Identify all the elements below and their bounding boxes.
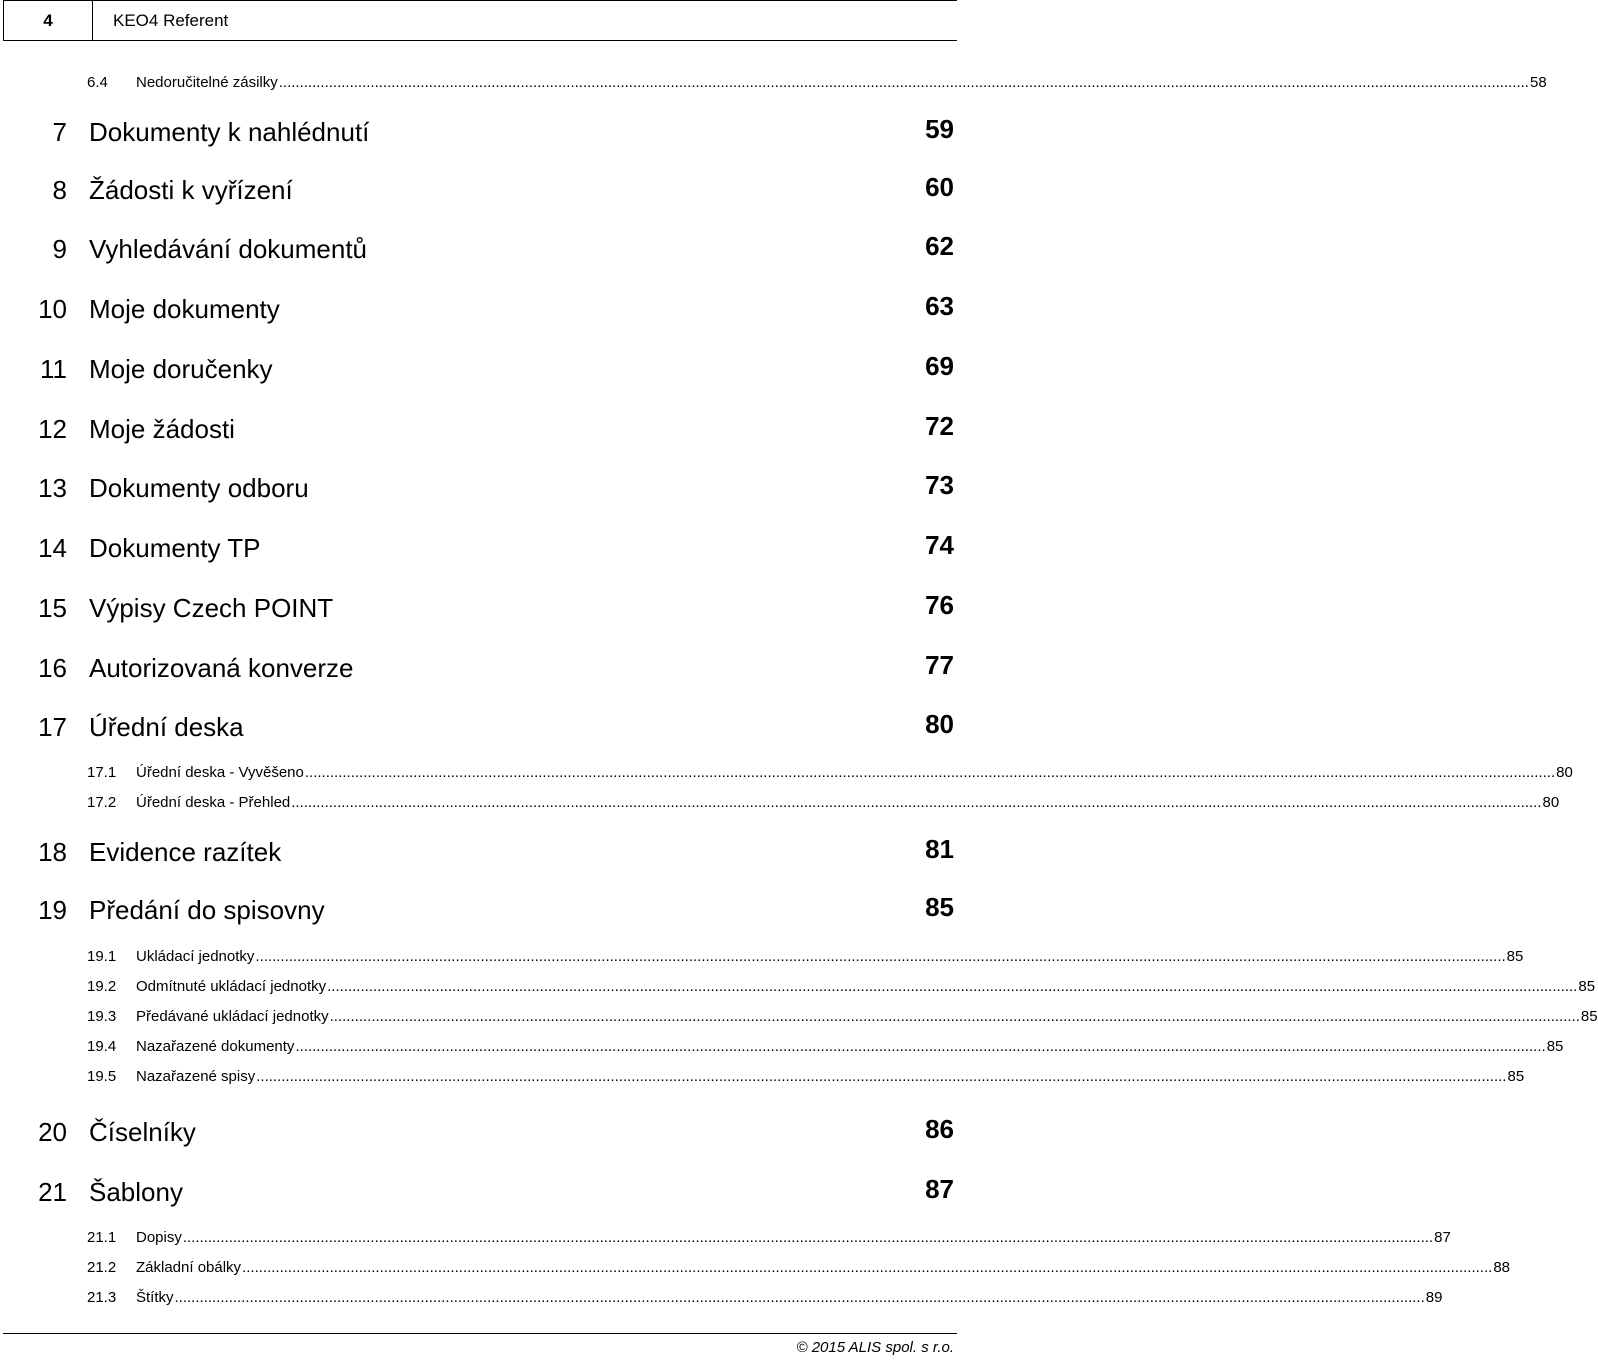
toc-page-number: 62 [925, 231, 954, 261]
toc-page-number: 89 [1425, 1289, 1443, 1306]
toc-title: Autorizovaná konverze [89, 653, 354, 683]
toc-page-number: 77 [925, 650, 954, 680]
toc-number: 21.3 [87, 1289, 117, 1306]
toc-title: Dokumenty k nahlédnutí [89, 117, 370, 147]
toc-number: 15 [38, 593, 67, 623]
toc-title: Moje dokumenty [89, 294, 280, 324]
toc-leader-line [136, 764, 1573, 782]
dot-leader: ............................................................................................................................................................................................................................................................................................................ [327, 978, 1578, 995]
toc-page-number: 85 [925, 892, 954, 922]
toc-title: Žádosti k vyřízení [89, 175, 293, 205]
toc-leader-line [136, 1289, 1443, 1307]
toc-chapter[interactable] [0, 648, 960, 688]
toc-leader-line [136, 948, 1524, 966]
toc-number: 10 [38, 294, 67, 324]
toc-subsection[interactable] [0, 72, 1547, 94]
toc-subsection[interactable] [0, 946, 1524, 968]
dot-leader: ............................................................................................................................................................................................................................................................................................................ [278, 74, 1529, 91]
dot-leader: ............................................................................................................................................................................................................................................................................................................ [255, 948, 1506, 965]
toc-chapter[interactable] [0, 528, 960, 568]
toc-number: 17.2 [87, 794, 117, 811]
toc-page-number: 86 [925, 1114, 954, 1144]
toc-page-number: 80 [1542, 794, 1560, 811]
toc-page-number: 87 [1434, 1229, 1451, 1246]
toc-title: Úřední deska - Vyvěšeno [136, 764, 304, 781]
toc-chapter[interactable] [0, 890, 960, 930]
toc-number: 19.1 [87, 948, 117, 965]
toc-page-number: 74 [925, 530, 954, 560]
toc-title: Úřední deska - Přehled [136, 794, 291, 811]
toc-number: 18 [38, 837, 67, 867]
toc-title: Vyhledávání dokumentů [89, 234, 368, 264]
toc-number: 21.2 [87, 1259, 117, 1276]
toc-title: Nazařazené spisy [136, 1068, 256, 1085]
toc-title: Úřední deska [89, 712, 244, 742]
toc-page-number: 76 [925, 590, 954, 620]
toc-number: 7 [52, 117, 67, 147]
toc-title: Dokumenty TP [89, 533, 261, 563]
toc-chapter[interactable] [0, 468, 960, 508]
toc-chapter[interactable] [0, 409, 960, 449]
toc-page-number: 80 [1556, 764, 1573, 781]
toc-number: 20 [38, 1117, 67, 1147]
toc-leader-line [136, 978, 1596, 996]
toc-number: 17.1 [87, 764, 117, 781]
footer-copyright: © 2015 ALIS spol. s r.o. [796, 1339, 954, 1356]
toc-title: Číselníky [89, 1117, 196, 1147]
toc-page-number: 63 [925, 291, 954, 321]
dot-leader: ............................................................................................................................................................................................................................................................................................................ [304, 764, 1556, 781]
toc-number: 11 [40, 354, 67, 384]
toc-title: Základní obálky [136, 1259, 242, 1276]
toc-title: Ukládací jednotky [136, 948, 255, 965]
toc-chapter[interactable] [0, 1112, 960, 1152]
toc-number: 21.1 [87, 1229, 117, 1246]
toc-page-number: 73 [925, 470, 954, 500]
toc-chapter[interactable] [0, 707, 960, 747]
toc-chapter[interactable] [0, 170, 960, 210]
toc-title: Výpisy Czech POINT [89, 593, 334, 623]
toc-chapter[interactable] [0, 349, 960, 389]
toc-number: 14 [38, 533, 67, 563]
document-title: KEO4 Referent [93, 0, 957, 41]
toc-subsection[interactable] [0, 1066, 1525, 1088]
footer-divider [3, 1333, 957, 1334]
toc-page-number: 88 [1493, 1259, 1510, 1276]
toc-title: Předávané ukládací jednotky [136, 1008, 329, 1025]
dot-leader: ............................................................................................................................................................................................................................................................................................................ [291, 794, 1542, 811]
toc-number: 19.5 [87, 1068, 117, 1085]
toc-page-number: 85 [1546, 1038, 1564, 1055]
toc-subsection[interactable] [0, 1287, 1443, 1309]
toc-chapter[interactable] [0, 1172, 960, 1212]
toc-leader-line [136, 74, 1547, 92]
toc-page-number: 85 [1580, 1008, 1598, 1025]
toc-number: 13 [38, 473, 67, 503]
toc-page-number: 60 [925, 172, 954, 202]
dot-leader: ............................................................................................................................................................................................................................................................................................................ [329, 1008, 1580, 1025]
toc-title: Moje doručenky [89, 354, 273, 384]
dot-leader: ............................................................................................................................................................................................................................................................................................................ [182, 1229, 1434, 1246]
toc-number: 8 [52, 175, 67, 205]
toc-page-number: 80 [925, 709, 954, 739]
toc-page-number: 87 [925, 1174, 954, 1204]
toc-leader-line [136, 794, 1560, 812]
toc-number: 19.2 [87, 978, 117, 995]
toc-title: Nazařazené dokumenty [136, 1038, 295, 1055]
toc-chapter[interactable] [0, 112, 960, 152]
toc-leader-line [136, 1038, 1564, 1056]
toc-leader-line [136, 1259, 1510, 1277]
toc-chapter[interactable] [0, 289, 960, 329]
toc-title: Dokumenty odboru [89, 473, 309, 503]
toc-subsection[interactable] [0, 1257, 1510, 1279]
toc-subsection[interactable] [0, 1036, 1564, 1058]
toc-subsection[interactable] [0, 792, 1560, 814]
toc-page-number: 85 [1507, 1068, 1525, 1085]
toc-number: 21 [38, 1177, 67, 1207]
toc-title: Evidence razítek [89, 837, 282, 867]
toc-number: 19 [38, 895, 67, 925]
toc-subsection[interactable] [0, 1006, 1598, 1028]
dot-leader: ............................................................................................................................................................................................................................................................................................................ [295, 1038, 1546, 1055]
toc-subsection[interactable] [0, 762, 1573, 784]
toc-title: Nedoručitelné zásilky [136, 74, 278, 91]
toc-page-number: 69 [925, 351, 954, 381]
toc-number: 19.4 [87, 1038, 117, 1055]
dot-leader: ............................................................................................................................................................................................................................................................................................................ [256, 1068, 1507, 1085]
toc-title: Odmítnuté ukládací jednotky [136, 978, 327, 995]
toc-page-number: 58 [1529, 74, 1547, 91]
toc-chapter[interactable] [0, 588, 960, 628]
toc-title: Moje žádosti [89, 414, 235, 444]
toc-page-number: 81 [925, 834, 954, 864]
toc-number: 19.3 [87, 1008, 117, 1025]
toc-chapter[interactable] [0, 832, 960, 872]
toc-title: Předání do spisovny [89, 895, 325, 925]
toc-page-number: 85 [1506, 948, 1524, 965]
toc-title: Šablony [89, 1177, 183, 1207]
toc-page-number: 59 [925, 114, 954, 144]
toc-page-number: 85 [1578, 978, 1596, 995]
toc-title: Dopisy [136, 1229, 182, 1246]
toc-number: 12 [38, 414, 67, 444]
toc-leader-line [136, 1008, 1598, 1026]
toc-chapter[interactable] [0, 229, 960, 269]
toc-subsection[interactable] [0, 976, 1596, 998]
toc-title: Štítky [136, 1289, 174, 1306]
toc-page-number: 72 [925, 411, 954, 441]
page-number: 4 [3, 0, 93, 41]
toc-number: 16 [38, 653, 67, 683]
toc-leader-line [136, 1229, 1451, 1247]
dot-leader: ............................................................................................................................................................................................................................................................................................................ [174, 1289, 1425, 1306]
toc-number: 17 [38, 712, 67, 742]
toc-subsection[interactable] [0, 1227, 1451, 1249]
toc-leader-line [136, 1068, 1525, 1086]
toc-number: 9 [52, 234, 67, 264]
dot-leader: ............................................................................................................................................................................................................................................................................................................ [242, 1259, 1493, 1276]
toc-number: 6.4 [87, 74, 108, 91]
